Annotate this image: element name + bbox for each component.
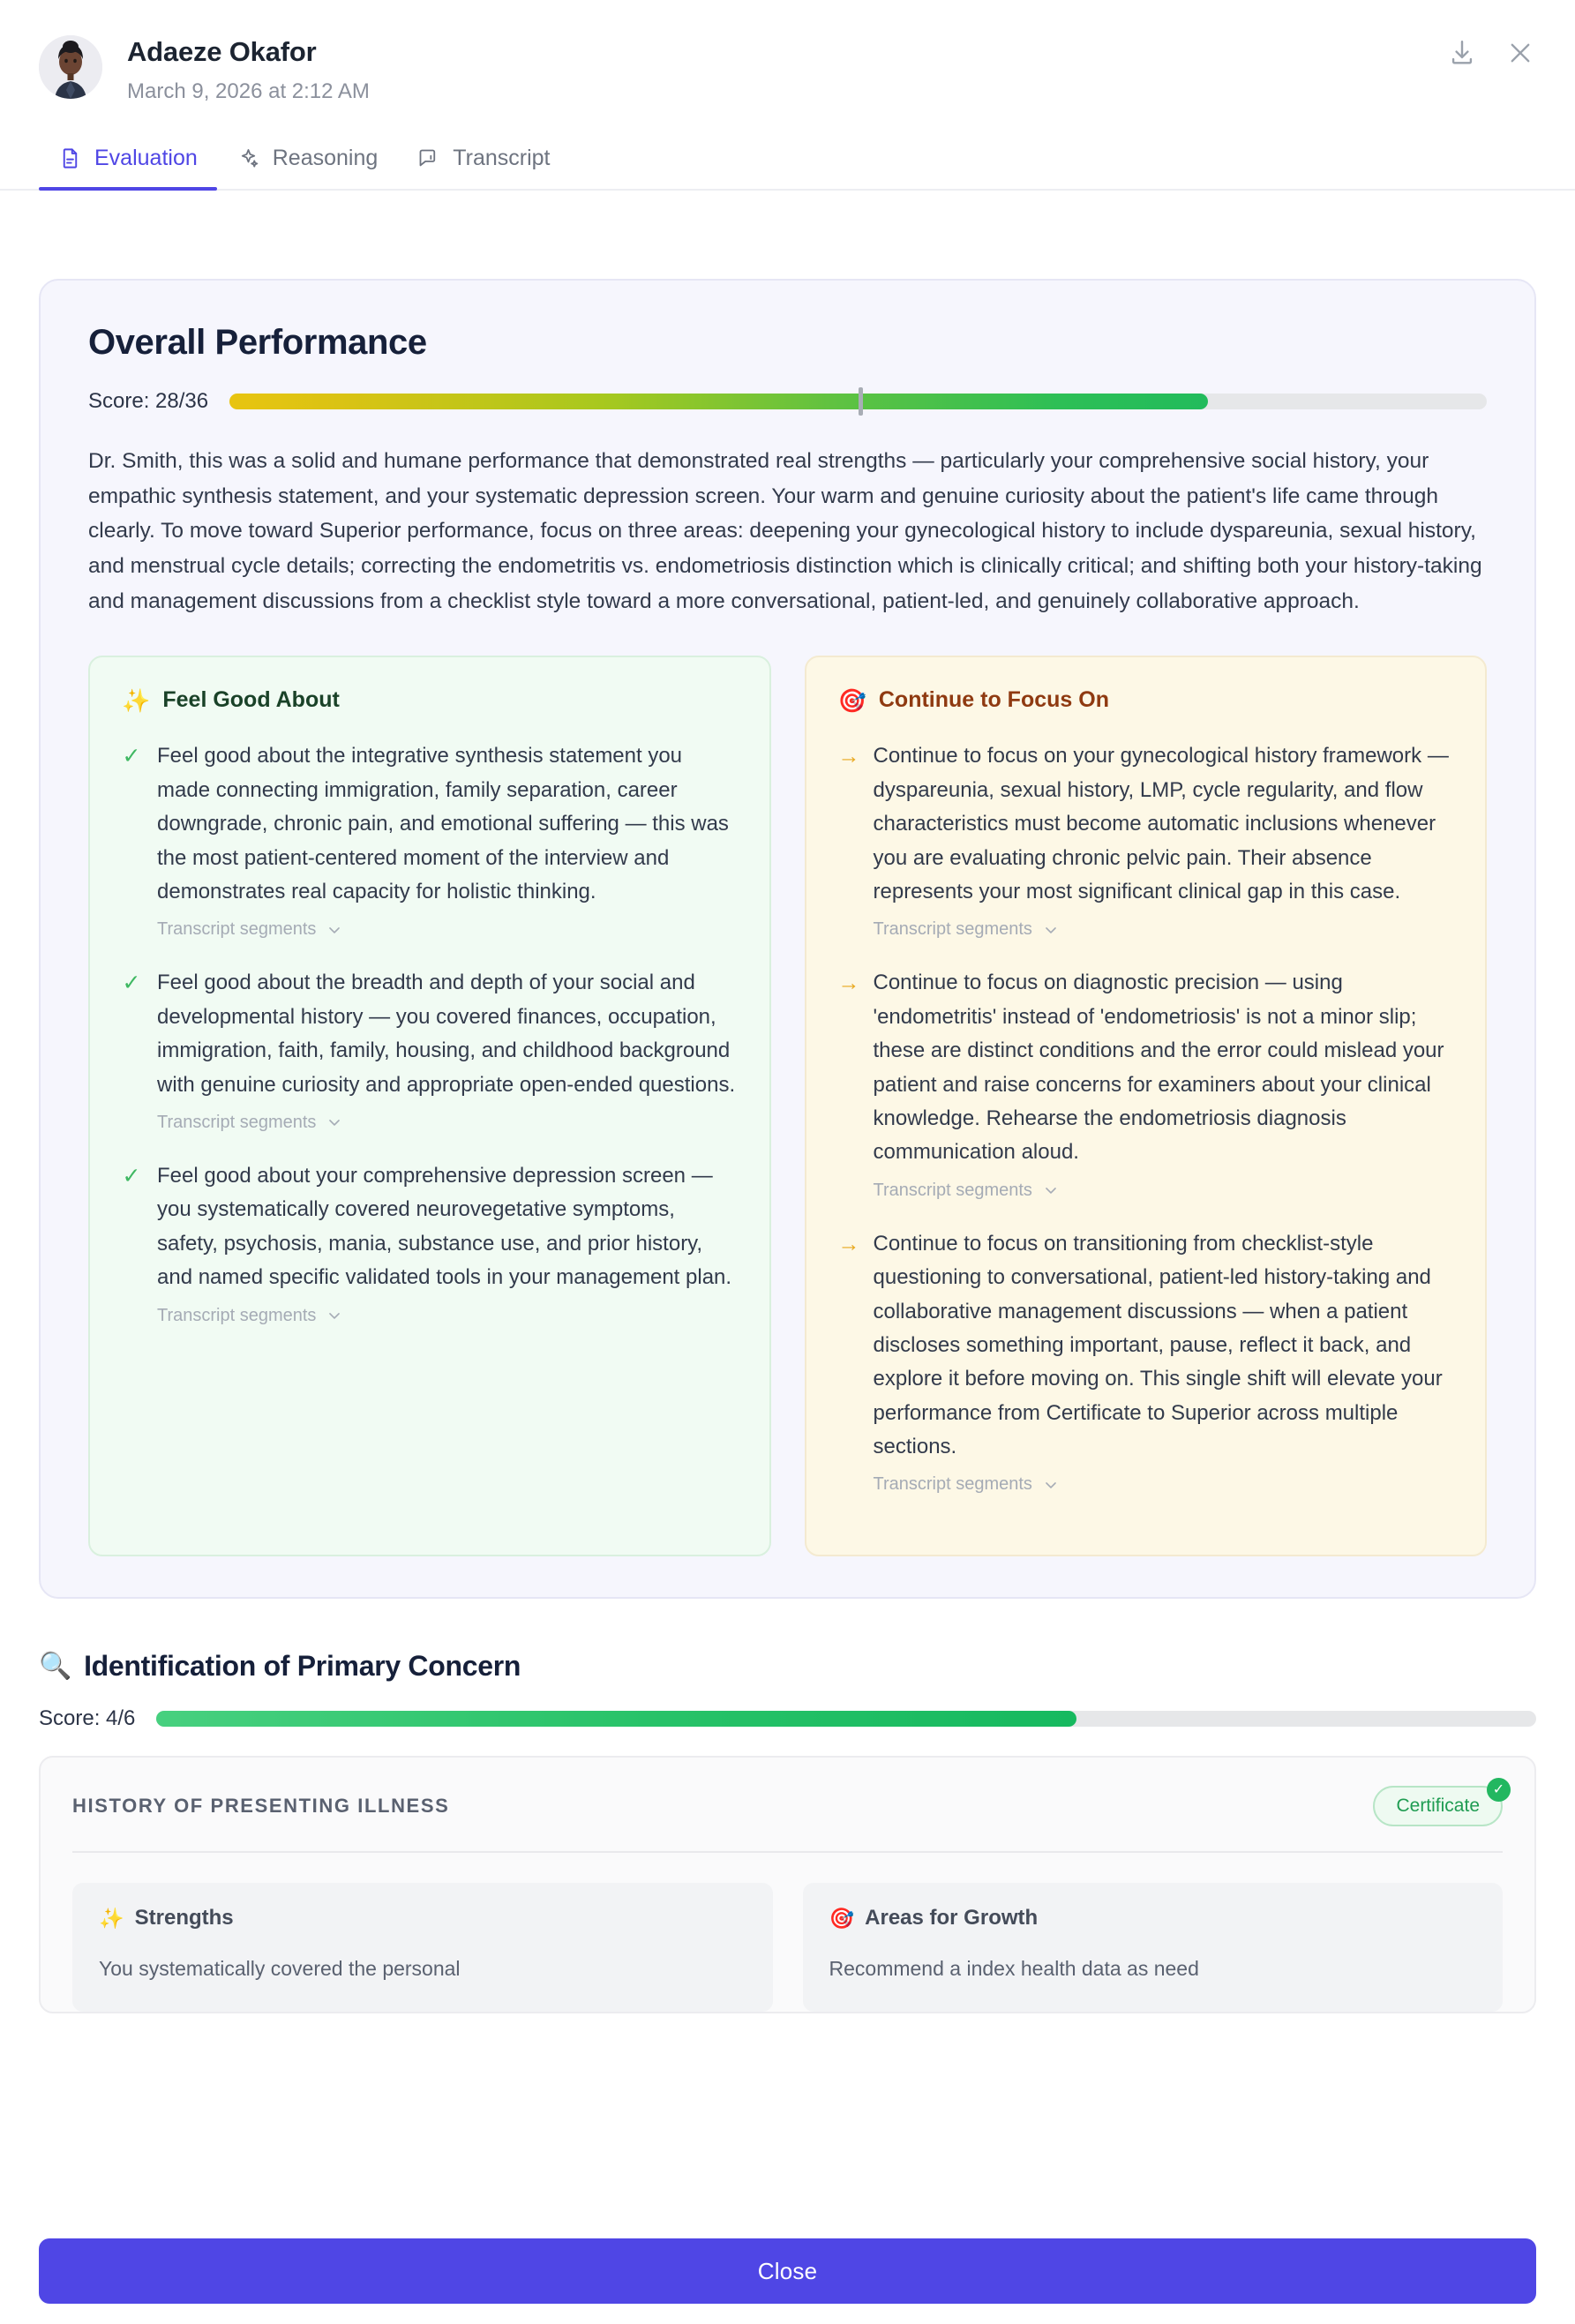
tab-evaluation-label: Evaluation <box>94 145 198 170</box>
close-button[interactable] <box>1504 38 1536 70</box>
list-item <box>838 739 1454 959</box>
growth-text: Recommend a index health data as need <box>829 1957 1199 1981</box>
list-item <box>122 739 738 959</box>
focus-on-header <box>838 687 1454 713</box>
list-item <box>838 1227 1454 1515</box>
transcript-segments-label: Transcript segments <box>157 919 317 940</box>
tab-evaluation[interactable] <box>39 137 217 189</box>
download-button[interactable] <box>1446 38 1478 70</box>
feel-good-text: Feel good about your comprehensive depression screen — you systematically covered neurovegetative symptoms, safety, psychosis, mania, substance use, and prior history, and named specific validated tools in your management plan. <box>157 1163 732 1290</box>
list-item <box>122 1159 738 1346</box>
section-title <box>39 1650 1536 1683</box>
strengths-title: Strengths <box>134 1906 234 1930</box>
chevron-down-icon <box>326 1307 343 1324</box>
header-actions <box>1446 38 1536 70</box>
evaluation-content <box>0 235 1575 2218</box>
check-icon: ✓ <box>122 971 141 996</box>
download-icon <box>1447 38 1477 71</box>
hpi-header <box>72 1781 1505 1853</box>
section-score-row <box>39 1706 1536 1731</box>
feel-good-title: Feel Good About <box>162 687 340 713</box>
tab-bar <box>0 137 1575 191</box>
arrow-right-icon: → <box>837 1231 860 1256</box>
modal-header <box>0 0 1575 105</box>
target-emoji-icon: 🎯 <box>837 686 866 714</box>
focus-on-text: Continue to focus on diagnostic precision — using 'endometritis' instead of 'endometriosis' is not a minor slip; these are distinct conditions and the error could mislead your patient and raise concerns for examiners about your clinical knowledge. Rehearse the endometriosis diagnosis communication aloud. <box>873 971 1444 1165</box>
chevron-down-icon <box>326 1113 343 1131</box>
section-score-bar <box>156 1711 1536 1727</box>
transcript-segments-toggle[interactable] <box>874 919 1060 940</box>
chevron-down-icon <box>326 921 343 939</box>
transcript-segments-label: Transcript segments <box>873 1474 1032 1495</box>
overall-score-marker <box>859 387 863 416</box>
tab-reasoning[interactable] <box>217 137 398 189</box>
overall-summary: Dr. Smith, this was a solid and humane performance that demonstrated real strengths — particularly your comprehensive social history, your empathic synthesis statement, and your systematic depression screen. Your warm and genuine curiosity about the patient's life came through clearly. To move toward Superior performance, focus on three areas: deepening your gynecological history to include dyspareunia, sexual history, and menstrual cycle details; correcting the endometritis vs. endometriosis distinction which is clinically critical; and shifting both your history-taking and management discussions from a checklist style toward a more conversational, patient-led, and genuinely collaborative approach. <box>88 449 1482 613</box>
list-item <box>122 966 738 1152</box>
transcript-segments-toggle[interactable] <box>157 1306 343 1326</box>
patient-name: Adaeze Okafor <box>127 36 317 67</box>
chevron-down-icon <box>1042 1476 1060 1494</box>
magnifier-emoji-icon: 🔍 <box>39 1651 72 1681</box>
highlight-grid <box>88 656 1487 1556</box>
section-score-label: Score: 4/6 <box>39 1706 136 1731</box>
close-modal-button[interactable]: Close <box>39 2238 1536 2304</box>
status-badge <box>1373 1781 1505 1826</box>
list-item <box>838 966 1454 1219</box>
growth-header <box>829 1906 1477 1930</box>
growth-title: Areas for Growth <box>865 1906 1039 1930</box>
primary-concern-section <box>39 1650 1536 2013</box>
check-circle-icon: ✓ <box>1487 1778 1511 1802</box>
strengths-column <box>72 1883 773 2012</box>
sparkles-emoji-icon: ✨ <box>122 686 151 714</box>
target-emoji-icon: 🎯 <box>829 1906 855 1930</box>
section-score-fill <box>156 1711 1076 1727</box>
overall-score-row <box>88 389 1487 414</box>
transcript-segments-label: Transcript segments <box>873 1180 1032 1200</box>
avatar <box>39 35 102 99</box>
overall-score-fill <box>229 394 1208 409</box>
close-icon <box>1505 38 1535 71</box>
strengths-text: You systematically covered the personal <box>99 1957 461 1981</box>
tab-reasoning-label: Reasoning <box>272 145 379 170</box>
sparkles-icon <box>236 146 260 170</box>
hpi-columns <box>72 1883 1503 2012</box>
check-icon: ✓ <box>122 1163 141 1188</box>
sparkles-emoji-icon: ✨ <box>99 1906 124 1930</box>
session-datetime: March 9, 2026 at 2:12 AM <box>127 79 370 103</box>
check-icon: ✓ <box>122 744 141 769</box>
transcript-segments-toggle[interactable] <box>157 919 343 940</box>
feel-good-text: Feel good about the breadth and depth of your social and developmental history — you covered finances, occupation, immigration, faith, family, housing, and childhood background with genuine curiosity and appropriate open-ended questions. <box>157 971 736 1097</box>
hpi-label: HISTORY OF PRESENTING ILLNESS <box>72 1795 450 1818</box>
chevron-down-icon <box>1042 921 1060 939</box>
transcript-segments-label: Transcript segments <box>157 1305 317 1325</box>
tab-transcript[interactable] <box>397 137 569 189</box>
strengths-header <box>99 1906 746 1930</box>
section-title-text: Identification of Primary Concern <box>84 1650 521 1683</box>
overall-performance-card <box>39 279 1536 1599</box>
modal-footer <box>0 2218 1575 2324</box>
focus-on-title: Continue to Focus On <box>878 687 1109 713</box>
transcript-segments-toggle[interactable] <box>874 1181 1060 1201</box>
chat-bubble-icon <box>416 146 440 170</box>
transcript-segments-toggle[interactable] <box>157 1113 343 1133</box>
focus-on-text: Continue to focus on your gynecological history framework — dyspareunia, sexual history, LMP, cycle regularity, and flow characteristics must become automatic inclusions whenever you are evaluating chronic pelvic pain. Their absence represents your most significant clinical gap in this case. <box>873 744 1449 903</box>
arrow-right-icon: → <box>837 744 860 769</box>
tab-transcript-label: Transcript <box>453 145 551 170</box>
feel-good-header <box>122 687 738 713</box>
overall-title: Overall Performance <box>88 323 427 362</box>
arrow-right-icon: → <box>837 971 860 996</box>
document-icon <box>58 146 82 170</box>
focus-on-card <box>805 656 1488 1556</box>
header-text <box>127 32 370 105</box>
feel-good-text: Feel good about the integrative synthesis statement you made connecting immigration, family separation, career downgrade, chronic pain, and emotional suffering — this was the most patient-centered moment of the interview and demonstrates real capacity for holistic thinking. <box>157 744 729 903</box>
overall-score-bar <box>229 394 1487 409</box>
overall-score-label: Score: 28/36 <box>88 389 209 413</box>
focus-on-text: Continue to focus on transitioning from checklist-style questioning to conversational, patient-led history-taking and collaborative management discussions — when a patient discloses something important, pause, reflect it back, and explore it before moving on. This single shift will elevate your performance from Certificate to Superior across multiple sections. <box>873 1231 1443 1459</box>
status-badge-label: Certificate <box>1373 1786 1503 1826</box>
hpi-subsection-card <box>39 1756 1536 2013</box>
transcript-segments-label: Transcript segments <box>157 1112 317 1132</box>
transcript-segments-toggle[interactable] <box>874 1474 1060 1495</box>
chevron-down-icon <box>1042 1181 1060 1199</box>
transcript-segments-label: Transcript segments <box>873 919 1032 940</box>
feel-good-card <box>88 656 771 1556</box>
growth-column <box>803 1883 1504 2012</box>
